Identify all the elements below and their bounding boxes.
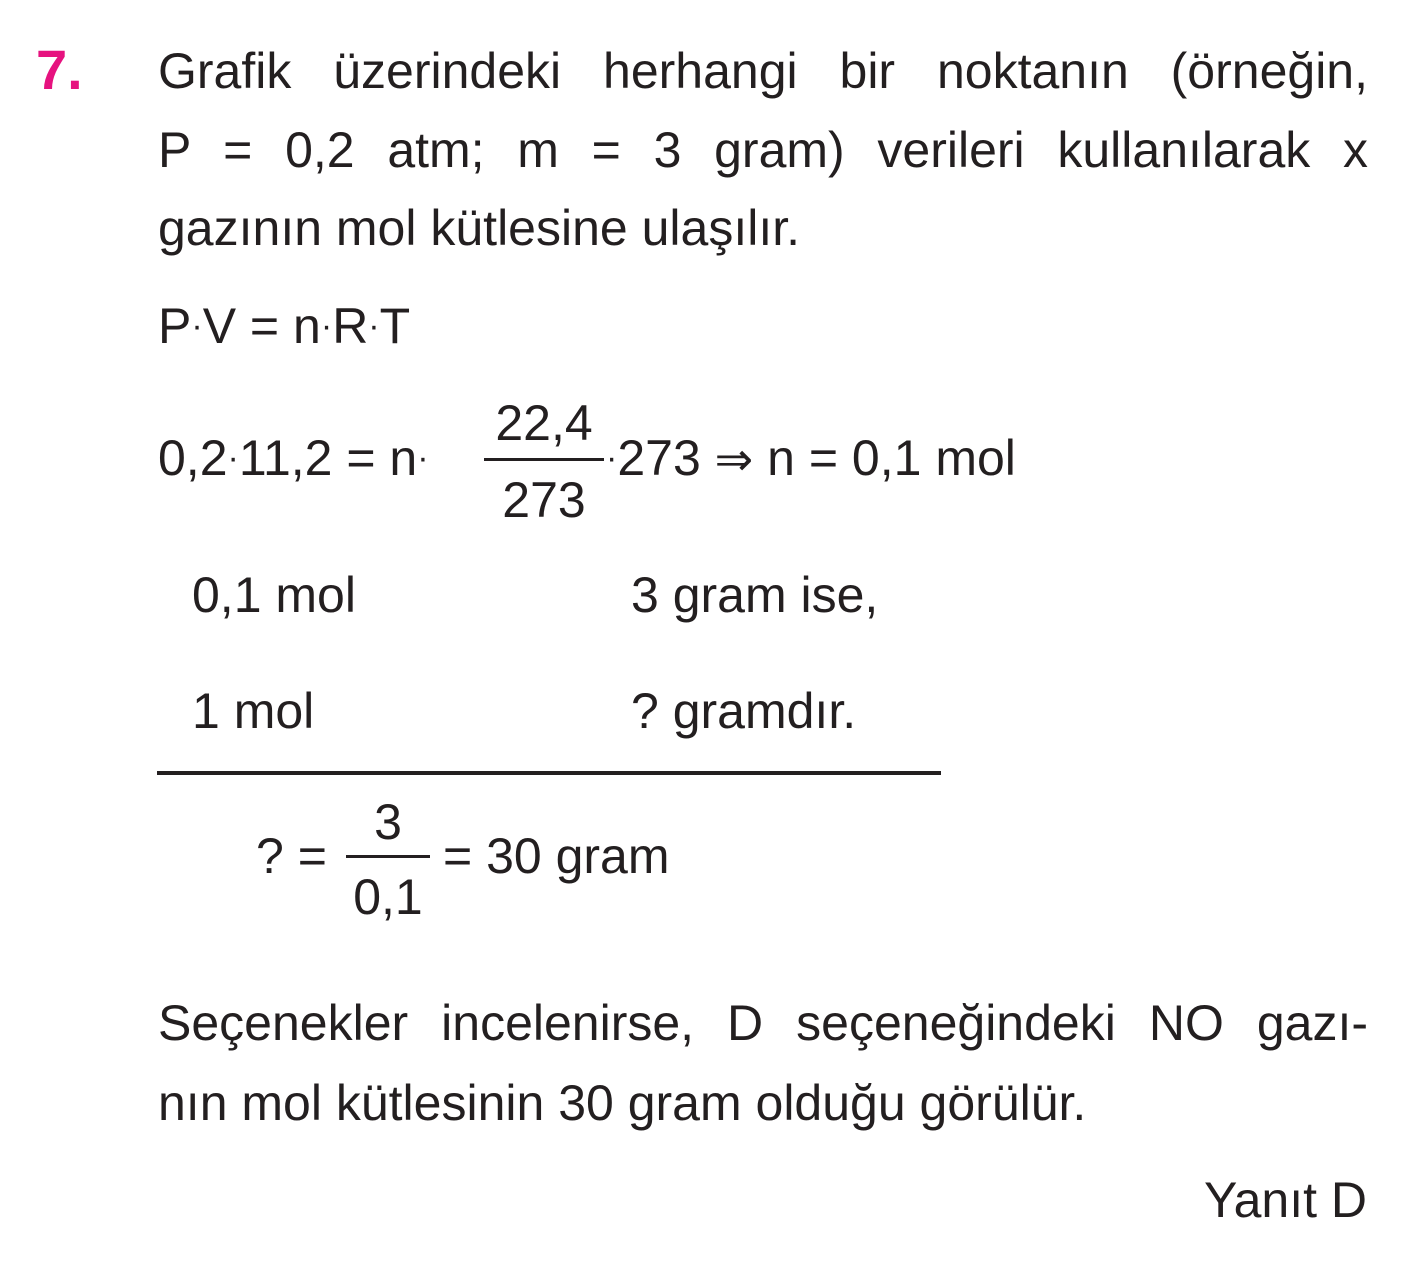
proportion-row2-right: ? gramdır. bbox=[631, 683, 857, 739]
equation-fraction-numerator: 22,4 bbox=[495, 395, 593, 451]
calc-fraction bbox=[346, 794, 430, 925]
question-number: 7. bbox=[36, 38, 83, 101]
answer-label: Yanıt D bbox=[1203, 1172, 1367, 1228]
conclusion-line-1: Seçenekler incelenirse, D seçeneğindeki NO gazı- bbox=[158, 995, 1368, 1051]
formula-n: n bbox=[293, 298, 321, 354]
equation-fraction-denominator: 273 bbox=[502, 472, 586, 528]
intro-line-2: P = 0,2 atm; m = 3 gram) verileri kullanılarak x bbox=[158, 122, 1368, 178]
dot-operator: · bbox=[368, 307, 380, 345]
fraction-bar bbox=[346, 855, 430, 858]
intro-line-1: Grafik üzerindeki herhangi bir noktanın (örneğin, bbox=[158, 43, 1368, 99]
formula-r: R bbox=[332, 298, 369, 354]
equation-lhs bbox=[158, 430, 429, 486]
calc-rhs: = 30 gram bbox=[443, 828, 670, 884]
conclusion-line-2: nın mol kütlesinin 30 gram olduğu görülür. bbox=[158, 1075, 1087, 1131]
formula-t: T bbox=[379, 298, 411, 354]
dot-operator: · bbox=[227, 439, 239, 477]
dot-operator: · bbox=[606, 439, 618, 477]
formula-v: V = bbox=[202, 298, 280, 354]
equation-lhs-b: 11,2 = n bbox=[238, 430, 418, 486]
equation-fraction bbox=[484, 395, 604, 528]
formula-p: P bbox=[158, 298, 192, 354]
intro-line-3: gazının mol kütlesine ulaşılır. bbox=[158, 200, 800, 256]
calc-fraction-numerator: 3 bbox=[374, 794, 402, 850]
implies-arrow-icon: ⇒ bbox=[714, 433, 754, 485]
ideal-gas-formula bbox=[158, 298, 411, 354]
calc-fraction-denominator: 0,1 bbox=[353, 869, 423, 925]
proportion-row2-left: 1 mol bbox=[192, 683, 315, 739]
fraction-bar bbox=[484, 458, 604, 461]
dot-operator: · bbox=[320, 307, 333, 345]
equation-mult: 273 bbox=[617, 430, 701, 486]
proportion-row1-left: 0,1 mol bbox=[192, 567, 356, 623]
dot-operator: · bbox=[191, 307, 203, 345]
proportion-row1-right: 3 gram ise, bbox=[631, 567, 879, 623]
equation-lhs-a: 0,2 bbox=[158, 430, 228, 486]
equation-result: n = 0,1 mol bbox=[767, 430, 1016, 486]
calc-lhs: ? = bbox=[256, 828, 327, 884]
horizontal-rule bbox=[157, 771, 941, 775]
equation-rhs bbox=[606, 430, 1016, 486]
dot-operator: · bbox=[417, 439, 429, 477]
